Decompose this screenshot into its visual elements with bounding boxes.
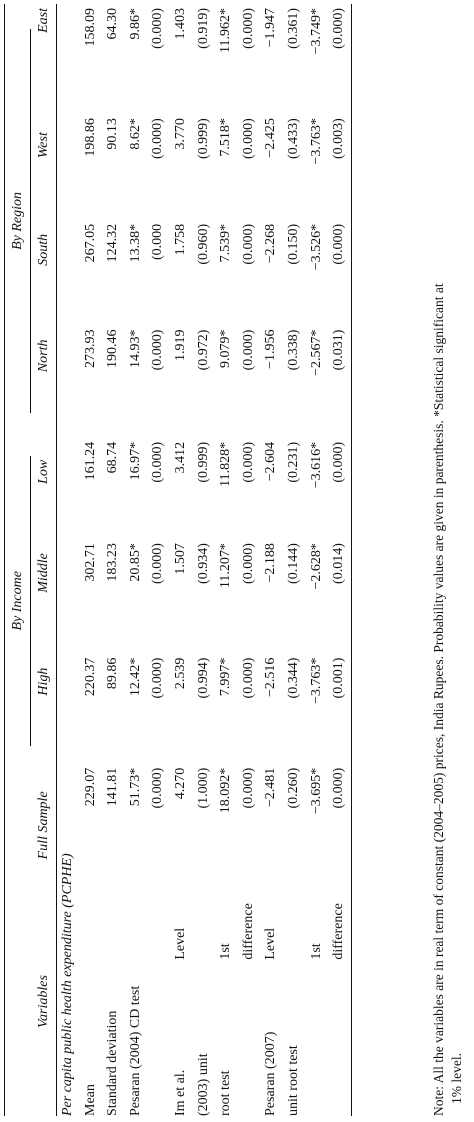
table-cell: 20.85*	[127, 543, 143, 582]
row-sublabel	[283, 887, 306, 960]
statistics-table	[4, 4, 352, 1116]
table-cell: (0.000)	[240, 8, 256, 49]
table-cell: 141.81	[105, 767, 121, 807]
header-group-row	[5, 4, 32, 1116]
header-full-sample: Full Sample	[31, 764, 57, 887]
row-label	[306, 960, 329, 1116]
table-cell: (0.144)	[285, 543, 301, 584]
table-cell: 7.518*	[218, 118, 234, 157]
table-cell: 273.93	[82, 329, 98, 369]
table-cell: 7.997*	[218, 657, 234, 697]
row-label: unit root test	[285, 1045, 301, 1116]
table-cell: (0.000	[150, 223, 166, 261]
table-cell: −2.481	[263, 767, 279, 808]
table-cell: 9.86*	[127, 8, 143, 40]
table-cell: (0.433)	[285, 118, 301, 159]
table-cell: (0.000)	[328, 764, 351, 887]
table-cell: −3.526*	[308, 223, 324, 271]
table-cell: (0.934)	[195, 543, 211, 584]
table-cell: −2.567*	[308, 329, 324, 376]
table-cell: (0.919)	[195, 8, 211, 49]
table-cell: (0.000)	[240, 329, 256, 371]
table-row	[238, 4, 261, 1116]
row-label: root test	[218, 1070, 234, 1116]
table-cell: −1.947	[263, 8, 279, 48]
table-cell: 267.05	[82, 223, 98, 263]
table-cell: 68.74	[105, 441, 121, 474]
table-cell: 13.38*	[127, 223, 143, 263]
table-row	[147, 4, 170, 1116]
table-cell: (0.994)	[195, 657, 211, 699]
table-cell: 302.71	[82, 543, 98, 582]
table-cell: 4.270	[172, 767, 188, 800]
table-cell: (0.344)	[285, 657, 301, 699]
row-label	[147, 960, 170, 1116]
table-cell: 1.403	[172, 8, 188, 40]
table-cell: (0.999)	[195, 118, 211, 159]
header-low: Low	[31, 438, 57, 539]
header-east: East	[31, 4, 57, 114]
table-cell: −1.956	[263, 329, 279, 369]
header-variables: Variables	[31, 887, 57, 1116]
table-cell: −2.268	[263, 223, 279, 264]
table-cell: (0.960)	[195, 223, 211, 265]
table-cell: −2.425	[263, 118, 279, 158]
table-cell: −3.763*	[308, 657, 324, 705]
row-sublabel: 1st	[218, 943, 234, 960]
table-row	[102, 4, 125, 1116]
table-cell: 18.092*	[218, 767, 234, 814]
row-label	[238, 960, 261, 1116]
table-cell: (0.000)	[240, 767, 256, 809]
table-cell: 89.86	[105, 657, 121, 690]
table-cell: (0.000)	[150, 118, 166, 159]
table-cell: (0.361)	[285, 8, 301, 49]
header-by-income: By Income	[5, 438, 32, 764]
table-cell: 220.37	[82, 657, 98, 697]
table-cell: 12.42*	[127, 657, 143, 697]
table-cell: (0.000)	[240, 441, 256, 483]
row-label: Standard deviation	[105, 1010, 121, 1116]
row-sublabel: difference	[240, 903, 256, 960]
table-cell: (0.000)	[150, 657, 166, 699]
header-column-row	[31, 4, 57, 1116]
table-cell: 11.207*	[218, 543, 234, 589]
row-sublabel: 1st	[308, 943, 324, 960]
table-cell: −3.695*	[308, 767, 324, 815]
table-body	[57, 4, 352, 1116]
table-cell: 14.93*	[127, 329, 143, 369]
table-cell: 198.86	[82, 118, 98, 157]
table-cell: (0.031)	[328, 326, 351, 438]
table-cell: (0.000)	[328, 4, 351, 114]
table-row	[283, 4, 306, 1116]
table-cell: −3.616*	[308, 441, 324, 489]
header-by-region: By Region	[5, 4, 32, 438]
table-cell: 90.13	[105, 118, 121, 150]
row-sublabel	[125, 887, 148, 960]
table-cell: 2.539	[172, 657, 188, 690]
table-cell: 190.46	[105, 329, 121, 369]
header-middle: Middle	[31, 539, 57, 653]
table-cell: (0.000)	[328, 220, 351, 326]
table-cell: −2.188	[263, 543, 279, 583]
table-row	[125, 4, 148, 1116]
row-sublabel	[102, 887, 125, 960]
table-row	[80, 4, 103, 1116]
row-sublabel: Level	[172, 927, 188, 960]
table-cell: (0.000)	[150, 329, 166, 371]
table-cell: 3.770	[172, 118, 188, 150]
row-label: Im et al.	[172, 1069, 188, 1116]
row-label	[328, 960, 351, 1116]
row-sublabel: Level	[263, 927, 279, 960]
row-label: Mean	[82, 1084, 98, 1116]
table-note	[430, 4, 466, 1116]
table-row	[170, 4, 193, 1116]
row-label: Pesaran (2004) CD test	[127, 985, 143, 1116]
table-cell: (0.003)	[328, 114, 351, 220]
table-cell: 11.962*	[218, 8, 234, 53]
table-cell: (0.260)	[285, 767, 301, 809]
table-row	[328, 4, 351, 1116]
table-cell: (0.000)	[240, 223, 256, 265]
row-sublabel: difference	[328, 887, 351, 960]
row-sublabel	[80, 887, 103, 960]
note-line-1: Note: All the variables are in real term of constant (2004–2005) prices, India Rupees. Probability values are given in parenthesis. *Statistical significant at	[431, 283, 446, 1116]
table-cell: (0.000)	[328, 438, 351, 539]
note-line-2: 1% level.	[449, 1053, 464, 1104]
header-south: South	[31, 220, 57, 326]
table-cell: (0.000)	[150, 543, 166, 584]
table-cell: (0.999)	[195, 441, 211, 483]
table-cell: (0.000)	[150, 8, 166, 49]
table-cell: (0.000)	[240, 118, 256, 159]
table-row	[193, 4, 216, 1116]
header-west: West	[31, 114, 57, 220]
section-title-row	[57, 4, 80, 1116]
header-high: High	[31, 654, 57, 764]
table-cell: (0.972)	[195, 329, 211, 371]
table-cell: (0.150)	[285, 223, 301, 265]
table-cell: 158.09	[82, 8, 98, 47]
table-cell: (0.000)	[150, 767, 166, 809]
table-cell: (0.231)	[285, 441, 301, 483]
section-title: Per capita public health expenditure (PCPHE)	[60, 853, 75, 1116]
table-cell: (0.001)	[328, 654, 351, 764]
table-cell: 1.919	[172, 329, 188, 362]
table-cell: 51.73*	[127, 767, 143, 807]
row-label: (2003) unit	[195, 1053, 211, 1116]
table-cell: 124.32	[105, 223, 121, 263]
table-row	[215, 4, 238, 1116]
table-cell: 16.97*	[127, 441, 143, 481]
row-sublabel	[193, 887, 216, 960]
table-row	[260, 4, 283, 1116]
table-cell: 183.23	[105, 543, 121, 582]
table-cell: (0.000)	[150, 441, 166, 483]
table-cell: 1.507	[172, 543, 188, 575]
table-cell: −3.763*	[308, 118, 324, 165]
table-row	[306, 4, 329, 1116]
table-cell: (0.338)	[285, 329, 301, 371]
table-cell: 161.24	[82, 441, 98, 481]
table-cell: (1.000)	[195, 767, 211, 809]
table-cell: 9.079*	[218, 329, 234, 369]
table-cell: (0.014)	[328, 539, 351, 653]
table-cell: 64.30	[105, 8, 121, 40]
table-cell: 8.62*	[127, 118, 143, 150]
table-cell: −2.604	[263, 441, 279, 482]
header-north: North	[31, 326, 57, 438]
table-cell: −2.516	[263, 657, 279, 698]
table-cell: 3.412	[172, 441, 188, 474]
table-cell: 1.758	[172, 223, 188, 256]
row-label: Pesaran (2007)	[263, 1031, 279, 1116]
table-cell: −2.628*	[308, 543, 324, 590]
table-cell: −3.749*	[308, 8, 324, 55]
table-cell: 7.539*	[218, 223, 234, 263]
row-sublabel	[147, 887, 170, 960]
table-cell: (0.000)	[240, 543, 256, 584]
table-cell: 229.07	[82, 767, 98, 807]
table-cell: 11.828*	[218, 441, 234, 487]
table-cell: (0.000)	[240, 657, 256, 699]
